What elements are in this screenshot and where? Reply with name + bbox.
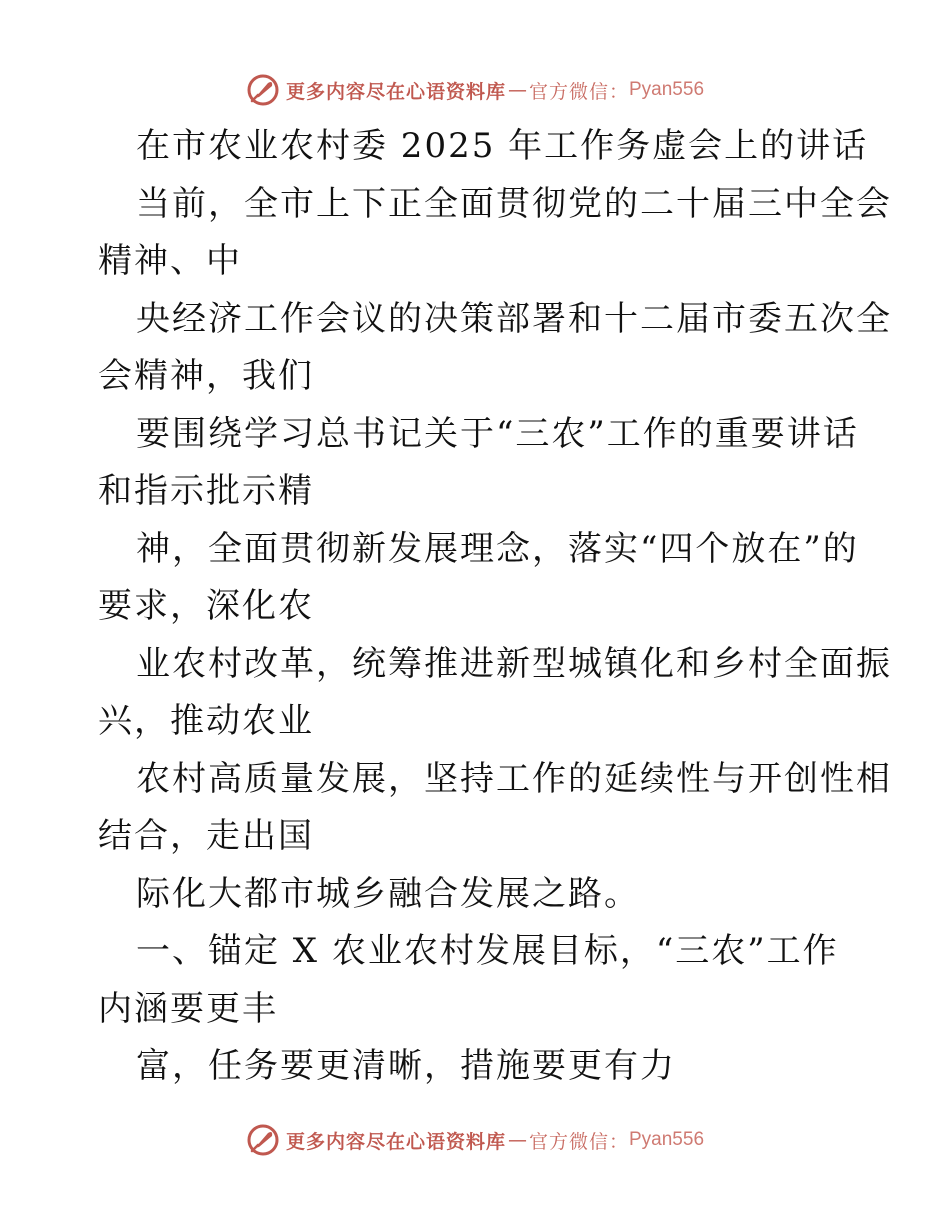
banner-main-text: 更多内容尽在心语资料库 bbox=[285, 1130, 506, 1153]
text-line: 要围绕学习总书记关于“三农”工作的重要讲话 bbox=[136, 413, 859, 454]
text-line: 当前，全市上下正全面贯彻党的二十届三中全会 bbox=[136, 183, 892, 224]
text-line: 一、锚定 X 农业农村发展目标，“三农”工作 bbox=[136, 931, 839, 971]
text-line: 结合，走出国 bbox=[98, 816, 314, 856]
banner-wechat-id: Pyan556 bbox=[629, 79, 705, 100]
banner-main-text: 更多内容尽在心语资料库 bbox=[285, 80, 506, 103]
banner-wechat-id: Pyan556 bbox=[629, 1129, 705, 1150]
banner-wechat-label: 官方微信： bbox=[528, 1130, 629, 1153]
document-body bbox=[98, 118, 892, 1096]
text-line: 央经济工作会议的决策部署和十二届市委五次全 bbox=[136, 298, 892, 339]
quill-in-circle-logo-icon bbox=[246, 1123, 280, 1157]
text-line: 内涵要更丰 bbox=[98, 988, 278, 1029]
text-line: 际化大都市城乡融合发展之路。 bbox=[136, 873, 640, 914]
footer-watermark-banner bbox=[0, 1120, 950, 1160]
banner-dash: — bbox=[507, 1129, 527, 1151]
quill-in-circle-logo-icon bbox=[246, 73, 280, 107]
text-line: 神，全面贯彻新发展理念，落实“四个放在”的 bbox=[136, 528, 859, 569]
text-line: 农村高质量发展，坚持工作的延续性与开创性相 bbox=[136, 758, 892, 799]
banner-wechat-label: 官方微信： bbox=[528, 80, 629, 103]
text-line: 在市农业农村委 2025 年工作务虚会上的讲话 bbox=[136, 126, 869, 166]
text-line: 业农村改革，统筹推进新型城镇化和乡村全面振 bbox=[136, 643, 892, 684]
text-line: 会精神，我们 bbox=[98, 356, 314, 396]
banner-dash: — bbox=[507, 79, 527, 101]
text-line: 富，任务要更清晰，措施要更有力 bbox=[136, 1046, 676, 1086]
header-watermark-banner bbox=[0, 70, 950, 110]
text-line: 精神、中 bbox=[98, 241, 242, 281]
text-line: 兴，推动农业 bbox=[98, 701, 314, 741]
text-line: 要求，深化农 bbox=[98, 586, 314, 626]
text-line: 和指示批示精 bbox=[98, 471, 314, 511]
